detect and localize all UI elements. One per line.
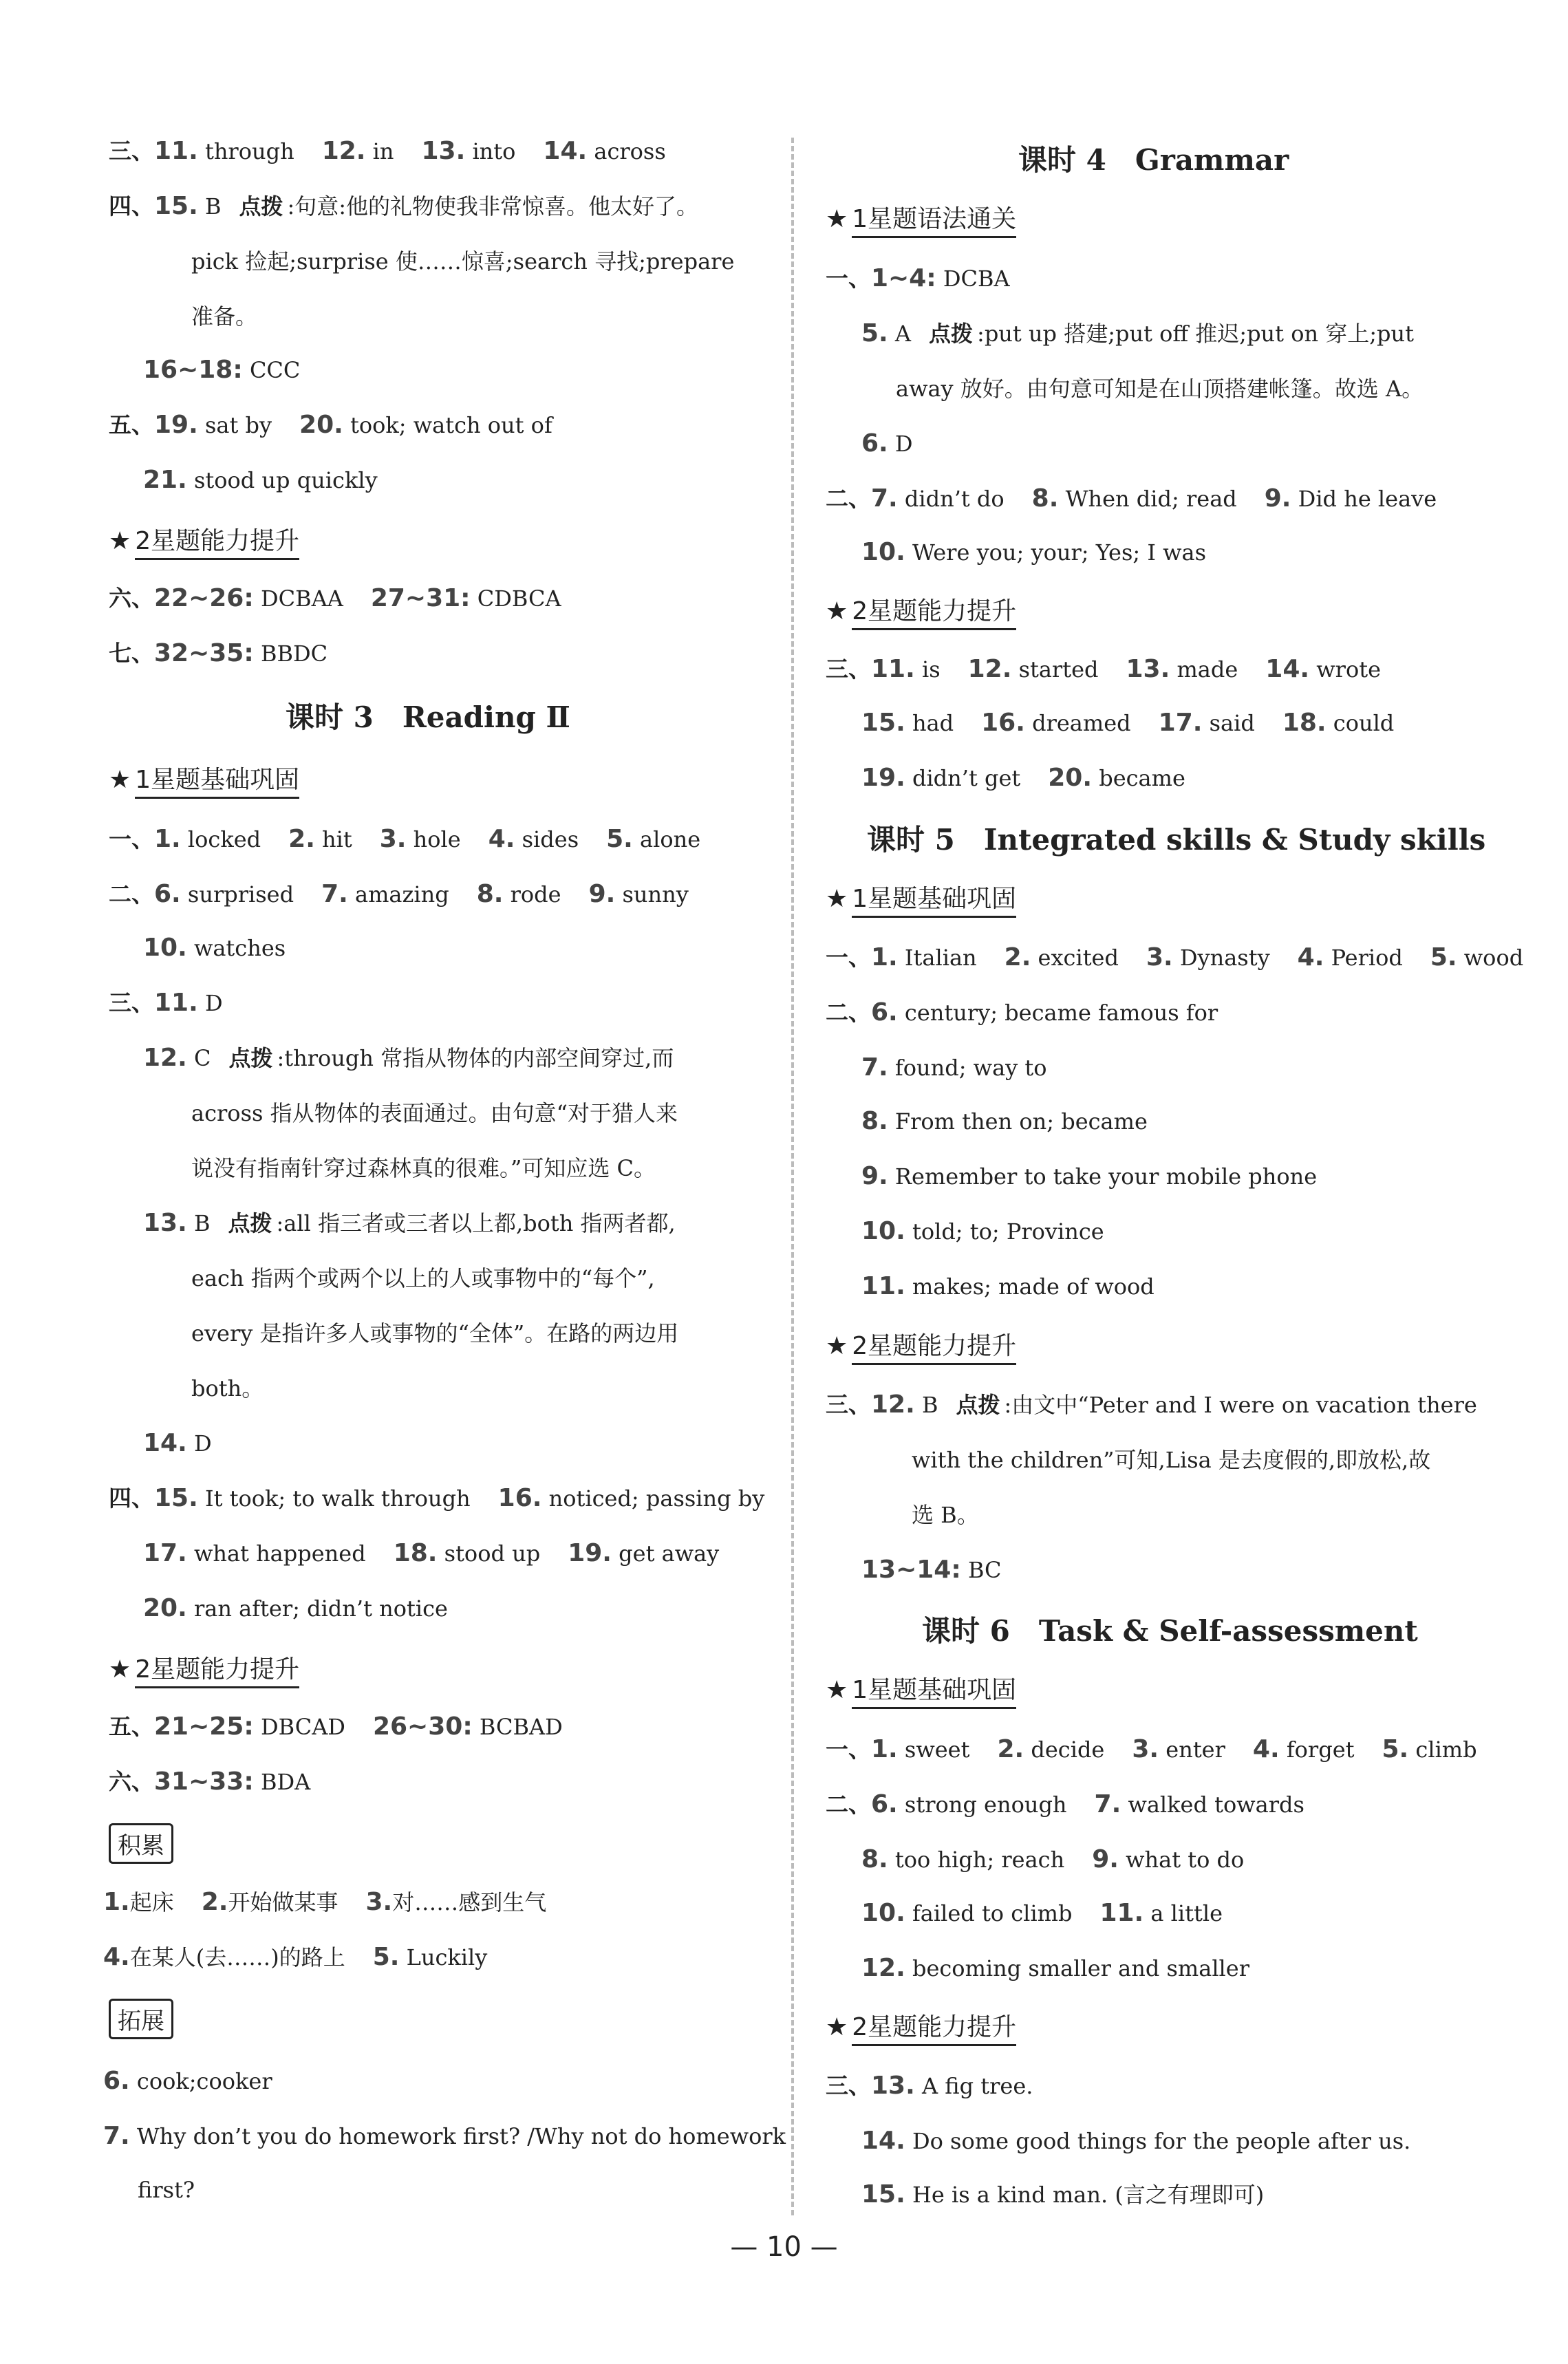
answer-line: 12. C 点拨 :through 常指从物体的内部空间穿过,而 [143, 1044, 674, 1072]
tag-extend: 拓展 [109, 1999, 173, 2039]
star-icon: ★ [826, 885, 848, 913]
answer-line: 7. Why don’t you do homework first? /Why not do homework [103, 2122, 786, 2150]
answer-line: 三、11. through 12. in 13. into 14. across [109, 137, 666, 165]
answer-line: 六、22~26: DCBAA 27~31: CDBCA [109, 584, 561, 612]
star-icon: ★ [109, 766, 131, 794]
answer-line: 14. Do some good things for the people after us. [861, 2127, 1411, 2155]
answer-line: 二、6. strong enough 7. walked towards [826, 1790, 1304, 1818]
section-heading: ★ 1星题语法通关 [826, 200, 1016, 238]
answer-line: 10. Were you; your; Yes; I was [861, 538, 1207, 566]
answer-line: 二、6. century; became famous for [826, 998, 1218, 1027]
answer-line: 二、7. didn’t do 8. When did; read 9. Did he leave [826, 484, 1437, 513]
answer-line: across 指从物体的表面通过。由句意“对于猎人来 [191, 1100, 678, 1126]
answer-line: 12. becoming smaller and smaller [861, 1954, 1250, 1982]
answer-line: 11. makes; made of wood [861, 1272, 1154, 1300]
answer-line: 三、11. D [109, 989, 223, 1017]
answer-line: away 放好。由句意可知是在山顶搭建帐篷。故选 A。 [896, 376, 1424, 402]
star-icon: ★ [826, 1332, 848, 1360]
lesson-title: 课时 5 Integrated skills & Study skills [867, 823, 1486, 857]
answer-line: 说没有指南针穿过森林真的很难。”可知应选 C。 [191, 1155, 656, 1181]
section-heading: ★ 2星题能力提升 [826, 592, 1016, 630]
answer-line: 10. failed to climb 11. a little [861, 1899, 1223, 1927]
answer-line: 15. had 16. dreamed 17. said 18. could [861, 709, 1395, 737]
answer-line: 9. Remember to take your mobile phone [861, 1162, 1318, 1190]
answer-line: 10. watches [143, 934, 286, 962]
lesson-title: 课时 4 Grammar [1018, 143, 1289, 177]
answer-line: 15. He is a kind man. (言之有理即可) [861, 2180, 1265, 2209]
answer-line: 20. ran after; didn’t notice [143, 1594, 448, 1622]
tag-accumulate: 积累 [109, 1823, 173, 1864]
answer-line: both。 [191, 1375, 264, 1401]
answer-line: each 指两个或两个以上的人或事物中的“每个”, [191, 1265, 655, 1291]
answer-line: 4.在某人(去……)的路上 5. Luckily [103, 1943, 488, 1971]
lesson-title: 课时 6 Task & Self-assessment [922, 1614, 1418, 1648]
section-heading: ★ 2星题能力提升 [109, 1650, 299, 1688]
answer-line: 五、19. sat by 20. took; watch out of [109, 411, 552, 439]
answer-line: with the children”可知,Lisa 是去度假的,即放松,故 [912, 1447, 1431, 1473]
answer-line: 一、1~4: DCBA [826, 264, 1010, 292]
answer-line: 13. B 点拨 :all 指三者或三者以上都,both 指两者都, [143, 1209, 676, 1237]
section-heading: ★ 2星题能力提升 [826, 1326, 1016, 1365]
star-icon: ★ [826, 1676, 848, 1704]
star-icon: ★ [826, 2013, 848, 2041]
star-icon: ★ [826, 597, 848, 625]
answer-line: 16~18: CCC [143, 356, 301, 384]
answer-line: 一、1. locked 2. hit 3. hole 4. sides 5. alone [109, 825, 701, 853]
answer-line: 6. D [861, 429, 913, 458]
answer-line: 准备。 [191, 303, 258, 330]
page-number: — 10 — [730, 2231, 838, 2263]
section-heading: ★ 1星题基础巩固 [826, 879, 1016, 918]
answer-line: 一、1. Italian 2. excited 3. Dynasty 4. Period 5. wood [826, 943, 1524, 971]
answer-line: 8. From then on; became [861, 1107, 1148, 1135]
answer-line: 七、32~35: BBDC [109, 639, 328, 667]
section-heading: ★ 2星题能力提升 [826, 2008, 1016, 2046]
lesson-title: 课时 3 Reading Ⅱ [286, 700, 570, 734]
answer-line: 五、21~25: DBCAD 26~30: BCBAD [109, 1712, 563, 1741]
answer-line: 13~14: BC [861, 1556, 1002, 1584]
answer-line: 10. told; to; Province [861, 1217, 1104, 1245]
column-divider [791, 138, 794, 2215]
answer-line: 选 B。 [912, 1502, 979, 1528]
answer-line: 三、12. B 点拨 :由文中“Peter and I were on vacation there [826, 1390, 1477, 1419]
answer-line: 19. didn’t get 20. became [861, 764, 1185, 792]
answer-line: 四、15. It took; to walk through 16. noticed; passing by [109, 1484, 765, 1512]
section-heading: ★ 1星题基础巩固 [109, 760, 299, 799]
answer-line: pick 捡起;surprise 使……惊喜;search 寻找;prepare [191, 248, 735, 275]
answer-line: 三、11. is 12. started 13. made 14. wrote [826, 655, 1381, 683]
answer-line: first? [138, 2177, 195, 2203]
answer-line: 8. too high; reach 9. what to do [861, 1845, 1245, 1873]
answer-line: 14. D [143, 1429, 212, 1457]
answer-line: 四、15. B 点拨 :句意:他的礼物使我非常惊喜。他太好了。 [109, 192, 699, 220]
answer-line: 21. stood up quickly [143, 466, 378, 494]
answer-line: 三、13. A fig tree. [826, 2072, 1033, 2100]
answer-line: every 是指许多人或事物的“全体”。在路的两边用 [191, 1320, 679, 1346]
answer-line: 六、31~33: BDA [109, 1767, 311, 1796]
answer-line: 一、1. sweet 2. decide 3. enter 4. forget 5. climb [826, 1735, 1477, 1763]
answer-line: 6. cook;cooker [103, 2067, 272, 2095]
answer-line: 1.起床 2.开始做某事 3.对……感到生气 [103, 1888, 547, 1916]
star-icon: ★ [109, 527, 131, 555]
answer-line: 二、6. surprised 7. amazing 8. rode 9. sunny [109, 880, 689, 908]
section-heading: ★ 1星题基础巩固 [826, 1670, 1016, 1709]
star-icon: ★ [109, 1655, 131, 1684]
answer-line: 17. what happened 18. stood up 19. get away [143, 1539, 720, 1567]
answer-line: 7. found; way to [861, 1053, 1047, 1082]
star-icon: ★ [826, 205, 848, 233]
answer-line: 5. A 点拨 :put up 搭建;put off 推迟;put on 穿上;put [861, 319, 1414, 347]
section-heading: ★ 2星题能力提升 [109, 522, 299, 560]
